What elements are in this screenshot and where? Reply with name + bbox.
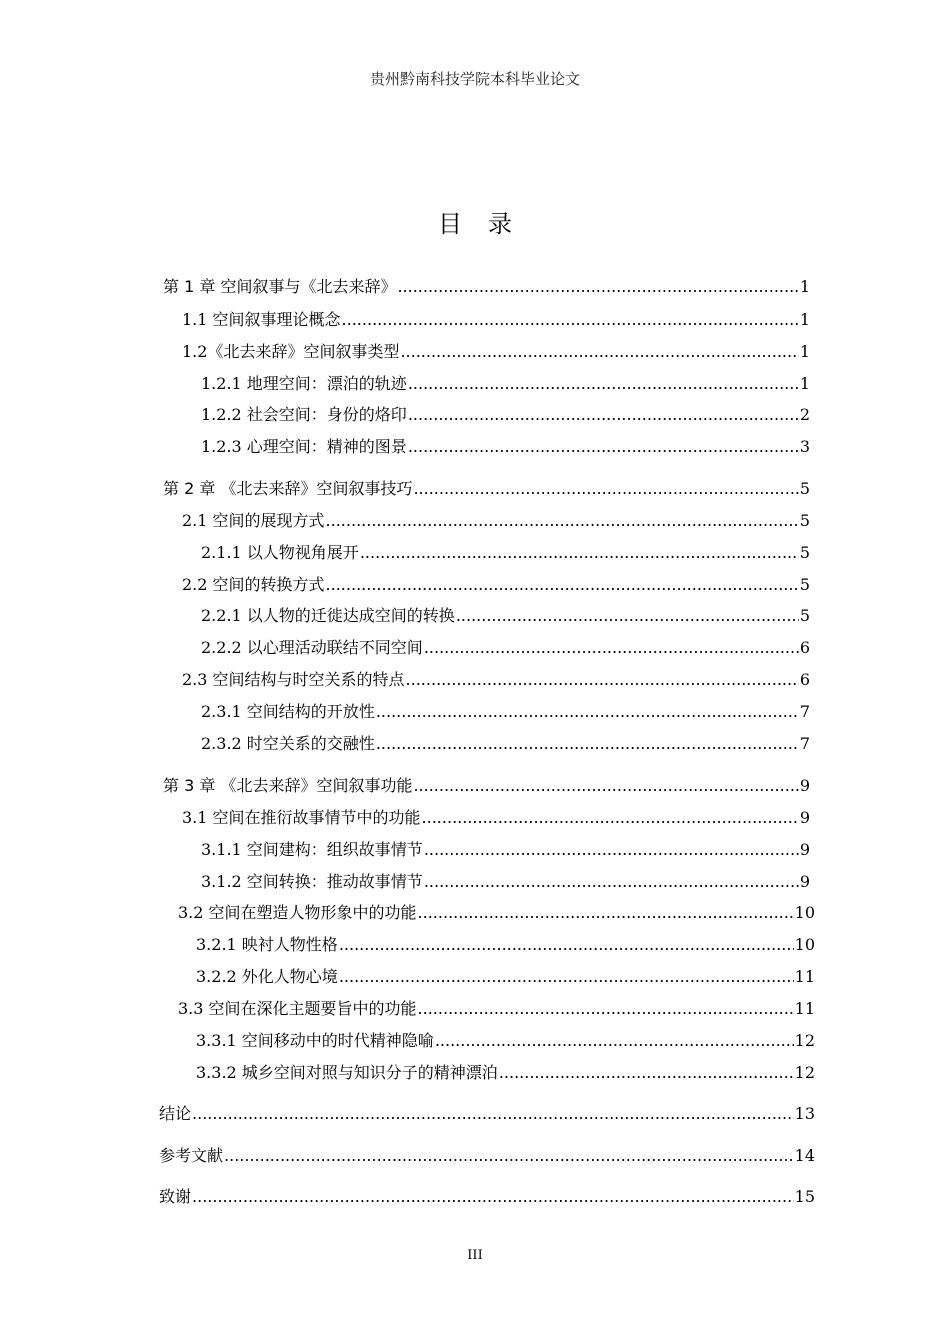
toc-entry-page: 1	[799, 342, 810, 361]
dot-leader	[339, 934, 794, 956]
dot-leader	[418, 902, 794, 924]
toc-entry-section-1-1[interactable]	[182, 309, 810, 331]
dot-leader	[192, 1103, 794, 1125]
toc-entry-text: 3.2 空间在塑造人物形象中的功能	[178, 903, 417, 922]
toc-entry-page: 9	[799, 776, 810, 795]
toc-entry-chapter-2[interactable]	[163, 478, 810, 500]
toc-entry-page: 6	[799, 670, 810, 689]
toc-entry-section-2-1[interactable]	[182, 510, 810, 532]
toc-entry-subsection-1-2-3[interactable]	[201, 436, 810, 458]
toc-entry-references[interactable]	[159, 1145, 815, 1167]
toc-entry-subsection-3-2-2[interactable]	[196, 966, 815, 988]
toc-entry-page: 11	[794, 999, 815, 1018]
toc-entry-subsection-2-2-2[interactable]	[201, 637, 810, 659]
dot-leader	[339, 966, 794, 988]
toc-entry-page: 1	[799, 277, 810, 296]
toc-entry-page: 5	[799, 575, 810, 594]
toc-entry-chapter-1[interactable]	[163, 276, 810, 298]
toc-entry-text: 3.3 空间在深化主题要旨中的功能	[178, 999, 417, 1018]
toc-entry-subsection-3-1-1[interactable]	[201, 839, 810, 861]
toc-entry-conclusion[interactable]	[159, 1103, 815, 1125]
toc-entry-subsection-3-2-1[interactable]	[196, 934, 815, 956]
toc-entry-subsection-2-2-1[interactable]	[201, 605, 810, 627]
toc-entry-section-2-2[interactable]	[182, 574, 810, 596]
toc-entry-text: 1.1 空间叙事理论概念	[182, 310, 341, 329]
running-header: 贵州黔南科技学院本科毕业论文	[369, 70, 580, 88]
dot-leader	[408, 404, 799, 426]
toc-entry-text: 致谢	[159, 1187, 192, 1206]
dot-leader	[224, 1145, 794, 1167]
toc-entry-page: 11	[794, 967, 815, 986]
toc-entry-text: 2.2.1 以人物的迁徙达成空间的转换	[201, 606, 455, 625]
toc-entry-page: 9	[799, 808, 810, 827]
toc-entry-section-3-3[interactable]	[178, 998, 815, 1020]
dot-leader	[342, 309, 799, 331]
toc-title: 目录	[438, 210, 538, 238]
dot-leader	[499, 1062, 794, 1084]
toc-entry-page: 2	[799, 405, 810, 424]
toc-entry-page: 12	[794, 1063, 815, 1082]
dot-leader	[435, 1030, 794, 1052]
toc-entry-subsection-2-3-2[interactable]	[201, 733, 810, 755]
toc-entry-text: 1.2《北去来辞》空间叙事类型	[182, 342, 400, 361]
toc-entry-page: 10	[794, 935, 815, 954]
toc-entry-text: 2.1.1 以人物视角展开	[201, 543, 359, 562]
toc-entry-text: 3.1.2 空间转换：推动故事情节	[201, 872, 423, 891]
dot-leader	[397, 276, 798, 298]
toc-entry-page: 5	[799, 511, 810, 530]
dot-leader	[408, 436, 799, 458]
toc-entry-subsection-3-1-2[interactable]	[201, 871, 810, 893]
toc-entry-text: 3.1.1 空间建构：组织故事情节	[201, 840, 423, 859]
dot-leader	[413, 478, 798, 500]
toc-entry-text: 2.1 空间的展现方式	[182, 511, 325, 530]
dot-leader	[456, 605, 799, 627]
toc-entry-page: 1	[799, 374, 810, 393]
page-number: III	[467, 1248, 483, 1263]
toc-entry-page: 14	[794, 1146, 815, 1165]
toc-entry-text: 2.3 空间结构与时空关系的特点	[182, 670, 405, 689]
toc-entry-text: 2.3.1 空间结构的开放性	[201, 702, 375, 721]
toc-entry-text: 第 2 章 《北去来辞》空间叙事技巧	[163, 479, 413, 498]
dot-leader	[406, 669, 799, 691]
toc-entry-text: 结论	[159, 1104, 192, 1123]
toc-entry-page: 7	[799, 702, 810, 721]
toc-entry-page: 5	[799, 543, 810, 562]
toc-entry-text: 2.2.2 以心理活动联结不同空间	[201, 638, 423, 657]
dot-leader	[422, 807, 799, 829]
toc-entry-subsection-1-2-1[interactable]	[201, 373, 810, 395]
toc-entry-subsection-2-3-1[interactable]	[201, 701, 810, 723]
toc-entry-text: 2.3.2 时空关系的交融性	[201, 734, 375, 753]
toc-entry-text: 参考文献	[159, 1146, 224, 1165]
toc-entry-text: 3.1 空间在推衍故事情节中的功能	[182, 808, 421, 827]
dot-leader	[418, 998, 794, 1020]
toc-entry-section-1-2[interactable]	[182, 341, 810, 363]
toc-entry-page: 15	[794, 1187, 815, 1206]
toc-entry-subsection-1-2-2[interactable]	[201, 404, 810, 426]
toc-entry-page: 5	[799, 479, 810, 498]
toc-entry-text: 1.2.2 社会空间：身份的烙印	[201, 405, 407, 424]
dot-leader	[408, 373, 799, 395]
toc-entry-page: 7	[799, 734, 810, 753]
toc-entry-text: 3.3.1 空间移动中的时代精神隐喻	[196, 1031, 434, 1050]
toc-entry-page: 9	[799, 840, 810, 859]
dot-leader	[424, 637, 799, 659]
dot-leader	[326, 574, 799, 596]
toc-entry-section-3-1[interactable]	[182, 807, 810, 829]
toc-entry-text: 第 3 章 《北去来辞》空间叙事功能	[163, 776, 413, 795]
toc-entry-page: 13	[794, 1104, 815, 1123]
toc-entry-page: 3	[799, 437, 810, 456]
toc-entry-text: 第 1 章 空间叙事与《北去来辞》	[163, 277, 397, 296]
toc-entry-page: 12	[794, 1031, 815, 1050]
toc-entry-page: 6	[799, 638, 810, 657]
toc-entry-page: 1	[799, 310, 810, 329]
dot-leader	[424, 871, 799, 893]
toc-entry-subsection-2-1-1[interactable]	[201, 542, 810, 564]
dot-leader	[400, 341, 798, 363]
toc-entry-text: 1.2.3 心理空间：精神的图景	[201, 437, 407, 456]
toc-entry-acknowledgements[interactable]	[159, 1186, 815, 1208]
toc-entry-text: 3.2.2 外化人物心境	[196, 967, 338, 986]
toc-entry-page: 9	[799, 872, 810, 891]
toc-entry-page: 5	[799, 606, 810, 625]
toc-entry-section-2-3[interactable]	[182, 669, 810, 691]
dot-leader	[424, 839, 799, 861]
toc-entry-text: 1.2.1 地理空间：漂泊的轨迹	[201, 374, 407, 393]
toc-entry-section-3-2[interactable]	[178, 902, 815, 924]
toc-entry-subsection-3-3-1[interactable]	[196, 1030, 815, 1052]
toc-entry-subsection-3-3-2[interactable]	[196, 1062, 815, 1084]
toc-entry-text: 3.3.2 城乡空间对照与知识分子的精神漂泊	[196, 1063, 498, 1082]
toc-entry-chapter-3[interactable]	[163, 775, 810, 797]
dot-leader	[326, 510, 799, 532]
dot-leader	[376, 701, 799, 723]
toc-entry-text: 2.2 空间的转换方式	[182, 575, 325, 594]
dot-leader	[413, 775, 798, 797]
dot-leader	[360, 542, 799, 564]
toc-entry-page: 10	[794, 903, 815, 922]
dot-leader	[192, 1186, 794, 1208]
dot-leader	[376, 733, 799, 755]
toc-entry-text: 3.2.1 映衬人物性格	[196, 935, 338, 954]
